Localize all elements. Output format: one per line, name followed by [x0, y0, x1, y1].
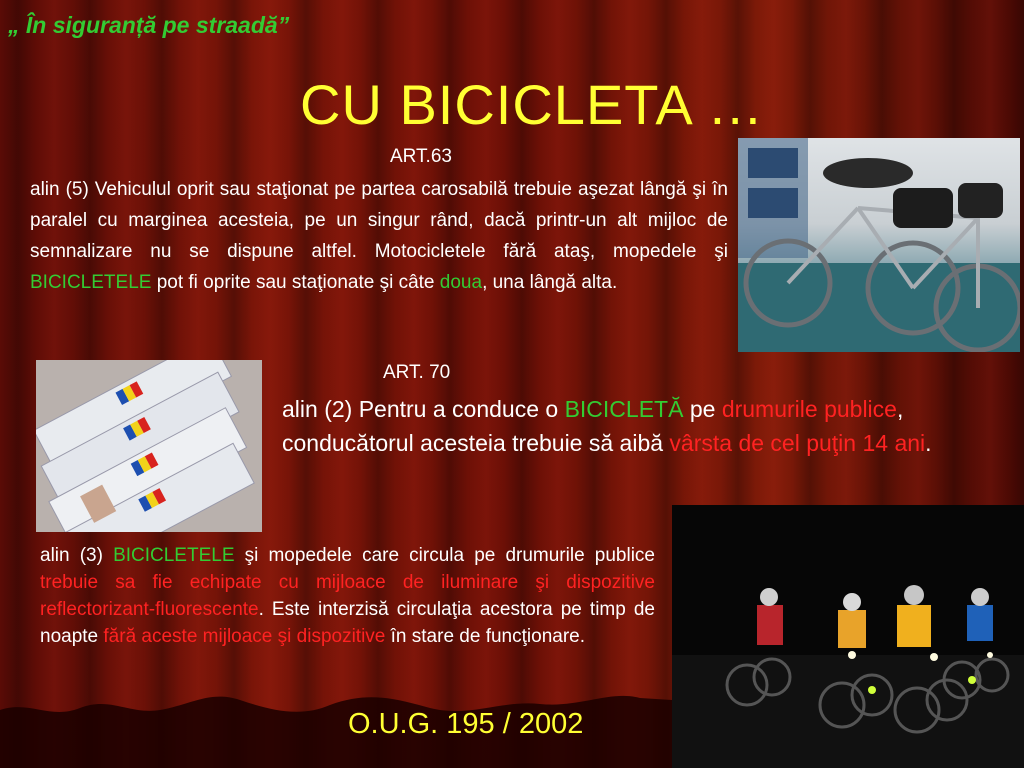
- night-cyclists-illustration: [672, 505, 1024, 768]
- text-span: pot fi oprite sau staţionate şi câte: [151, 272, 440, 293]
- highlight-drumurile-publice: drumurile publice: [721, 396, 897, 422]
- text-span: alin (2) Pentru a conduce o: [282, 396, 565, 422]
- text-span: .: [925, 430, 932, 456]
- slide-title: CU BICICLETA …: [300, 73, 765, 136]
- highlight-varsta: vârsta de cel puţin 14 ani: [669, 430, 926, 456]
- oug-reference: O.U.G. 195 / 2002: [348, 708, 584, 740]
- text-span: pe: [683, 396, 722, 422]
- text-span: alin (3): [40, 545, 114, 566]
- bicycles-illustration: [738, 138, 1020, 352]
- highlight-echipate: trebuie sa fie echipate cu mijloace de iluminare şi dispozitive reflectorizant-fluorescente: [40, 572, 655, 620]
- art70-heading: ART. 70: [383, 362, 451, 383]
- text-span: în stare de funcţionare.: [385, 626, 585, 647]
- highlight-fara-mijloace: fără aceste mijloace şi dispozitive: [103, 626, 386, 647]
- text-span: . Este interzisă circulaţia acestora pe timp de noapte: [40, 599, 655, 647]
- text-span: , conducătorul acesteia trebuie să aibă: [282, 396, 904, 456]
- highlight-bicyclete: BICICLETELE: [30, 272, 152, 293]
- art63-heading: ART.63: [390, 146, 452, 167]
- highlight-bicicletele: BICICLETELE: [113, 545, 235, 566]
- highlight-doua: doua: [439, 272, 483, 293]
- text-span: alin (5) Vehiculul oprit sau staţionat pe partea carosabilă trebuie aşezat lângă şi în paralel cu marginea acesteia, pe un singur rând, dacă printr-un alt mijloc de semnalizare nu se dispune altfel. Motocicletele fără ataş, mopedele şi: [30, 179, 728, 262]
- art70-paragraph: [282, 392, 982, 460]
- text-span: , una lângă alta.: [482, 272, 618, 293]
- art63-paragraph: [30, 174, 728, 298]
- slogan: „ În siguranță pe straadă”: [8, 12, 290, 38]
- id-cards-photo: [36, 360, 262, 532]
- night-cyclists-photo: [672, 505, 1024, 768]
- highlight-bicicleta: BICICLETĂ: [564, 396, 684, 422]
- id-cards-illustration: [36, 360, 262, 532]
- text-span: şi mopedele care circula pe drumurile publice: [234, 545, 655, 566]
- alin3-paragraph: [40, 542, 655, 650]
- bicycles-photo: [738, 138, 1020, 352]
